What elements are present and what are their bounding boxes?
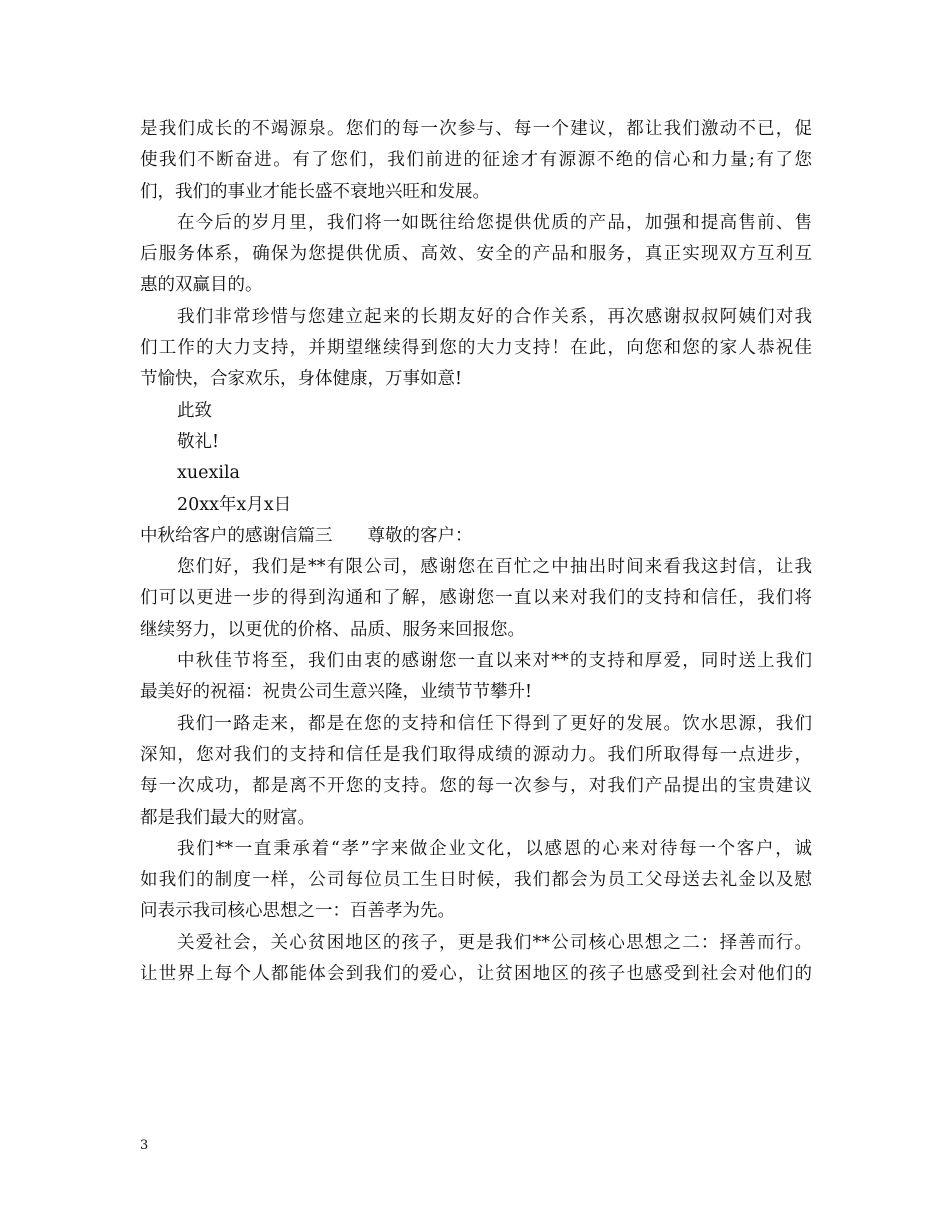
text-line: 惠的双赢目的。 (140, 275, 263, 296)
text-line: 敬礼! (177, 431, 220, 452)
text-line: 您们好，我们是**有限公司，感谢您在百忙之中抽出时间来看我这封信，让我 (177, 557, 812, 578)
text-line: 使我们不断奋进。有了您们，我们前进的征途才有源源不绝的信心和力量;有了您 (140, 150, 812, 171)
text-line: 后服务体系，确保为您提供优质、高效、安全的产品和服务，真正实现双方互利互 (140, 244, 812, 265)
text-line: 我们非常珍惜与您建立起来的长期友好的合作关系，再次感谢叔叔阿姨们对我 (177, 306, 812, 327)
text-line: xuexila (177, 463, 240, 484)
text-line: 中秋给客户的感谢信篇三 尊敬的客户： (140, 525, 473, 546)
text-line: 继续努力，以更优的价格、品质、服务来回报您。 (140, 619, 525, 640)
text-line: 此致 (177, 400, 212, 421)
text-line: 都是我们最大的财富。 (140, 807, 315, 828)
text-line: 深知，您对我们的支持和信任是我们取得成绩的源动力。我们所取得每一点进步， (140, 744, 812, 765)
text-line: 关爱社会，关心贫困地区的孩子，更是我们**公司核心思想之二：择善而行。 (177, 932, 812, 953)
text-line: 们工作的大力支持，并期望继续得到您的大力支持！在此，向您和您的家人恭祝佳 (140, 338, 812, 359)
text-line: 节愉快，合家欢乐，身体健康，万事如意! (140, 369, 463, 390)
text-line: 每一次成功，都是离不开您的支持。您的每一次参与，对我们产品提出的宝贵建议 (140, 776, 812, 797)
text-line: 们可以更进一步的得到沟通和了解，感谢您一直以来对我们的支持和信任，我们将 (140, 588, 812, 609)
text-line: 如我们的制度一样，公司每位员工生日时候，我们都会为员工父母送去礼金以及慰 (140, 870, 812, 891)
text-line: 最美好的祝福：祝贵公司生意兴隆，业绩节节攀升! (140, 682, 533, 703)
page-number: 3 (140, 1138, 149, 1153)
text-line: 们，我们的事业才能长盛不衰地兴旺和发展。 (140, 181, 490, 202)
text-line: 我们一路走来，都是在您的支持和信任下得到了更好的发展。饮水思源，我们 (177, 713, 812, 734)
text-line: 我们**一直秉承着“孝”字来做企业文化，以感恩的心来对待每一个客户，诚 (177, 838, 812, 859)
text-line: 中秋佳节将至，我们由衷的感谢您一直以来对**的支持和厚爱，同时送上我们 (177, 651, 812, 672)
text-line: 是我们成长的不竭源泉。您们的每一次参与、每一个建议，都让我们激动不已，促 (140, 119, 812, 139)
text-line: 让世界上每个人都能体会到我们的爱心，让贫困地区的孩子也感受到社会对他们的 (140, 964, 812, 985)
text-line: 在今后的岁月里，我们将一如既往给您提供优质的产品，加强和提高售前、售 (177, 212, 812, 233)
text-line: 问表示我司核心思想之一：百善孝为先。 (140, 901, 455, 922)
text-line: 20xx年x月x日 (177, 494, 292, 515)
letter-body (140, 114, 812, 990)
